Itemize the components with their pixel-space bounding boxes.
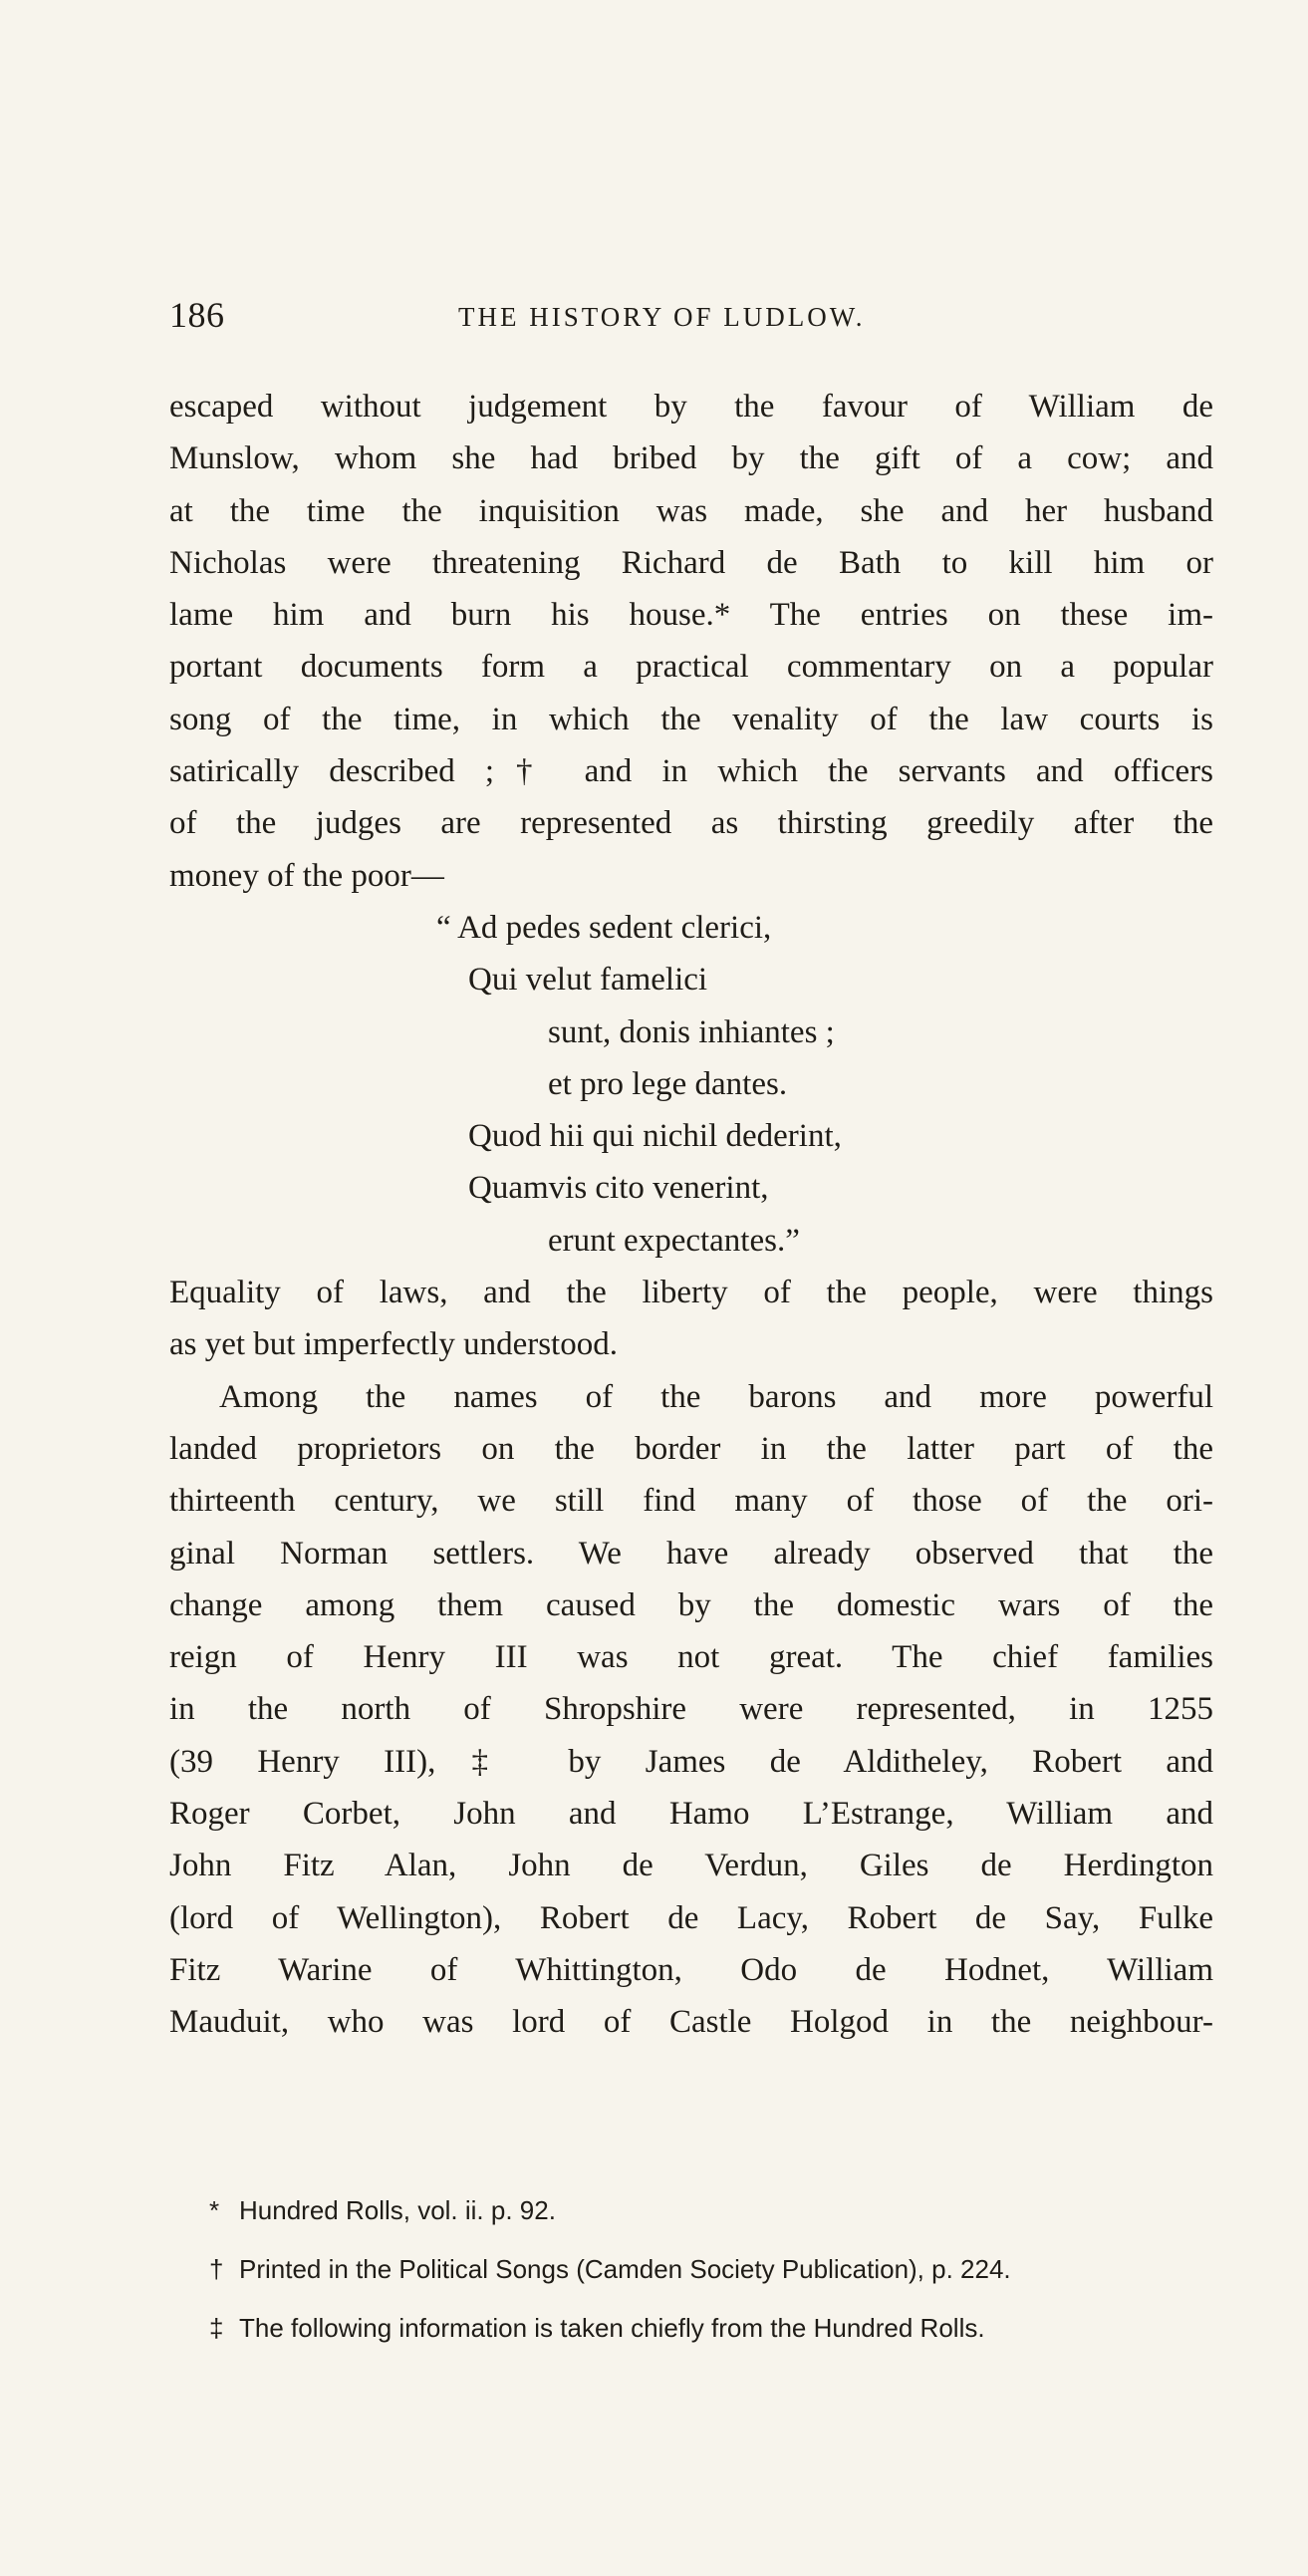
verse-line: sunt, donis inhiantes ; xyxy=(548,1013,835,1050)
running-title: THE HISTORY OF LUDLOW. xyxy=(458,302,866,332)
text-line: as yet but imperfectly understood. xyxy=(169,1326,618,1363)
paragraph-3 xyxy=(169,1371,1213,2049)
text-line: lame him and burn his house.* The entries on these im- xyxy=(169,597,1213,634)
footnote xyxy=(209,2308,1215,2367)
text-line: satirically described ;† and in which the servants and officers xyxy=(169,753,1213,790)
text-line: reign of Henry III was not great. The chief families xyxy=(169,1639,1213,1676)
verse-line: Quod hii qui nichil dederint, xyxy=(468,1118,842,1155)
text-line: thirteenth century, we still find many of those of the ori- xyxy=(169,1483,1213,1520)
text-line: Fitz Warine of Whittington, Odo de Hodnet, William xyxy=(169,1951,1213,1988)
text-line: escaped without judgement by the favour of William de xyxy=(169,389,1213,425)
text-line: in the north of Shropshire were represented, in 1255 xyxy=(169,1691,1213,1728)
footnote-mark: * xyxy=(209,2195,220,2225)
text-line: of the judges are represented as thirsting greedily after the xyxy=(169,805,1213,842)
text-line: Equality of laws, and the liberty of the people, were things xyxy=(169,1275,1213,1311)
verse-line: Qui velut famelici xyxy=(468,962,708,999)
footnote-text: Hundred Rolls, vol. ii. p. 92. xyxy=(239,2195,556,2225)
page-number: 186 xyxy=(169,295,225,335)
text-line: song of the time, in which the venality of the law courts is xyxy=(169,701,1213,737)
text-line: money of the poor— xyxy=(169,857,444,894)
text-line: (lord of Wellington), Robert de Lacy, Robert de Say, Fulke xyxy=(169,1899,1213,1936)
footnote-mark: † xyxy=(209,2254,224,2284)
footnote-mark: ‡ xyxy=(209,2313,224,2343)
text-line: change among them caused by the domestic wars of the xyxy=(169,1586,1213,1623)
footnote-text: Printed in the Political Songs (Camden Society Publication), p. 224. xyxy=(239,2254,1011,2284)
text-line: ginal Norman settlers. We have already observed that the xyxy=(169,1535,1213,1572)
verse-line: erunt expectantes.” xyxy=(548,1222,800,1259)
paragraph-1 xyxy=(169,381,1213,902)
text-line: portant documents form a practical commentary on a popular xyxy=(169,649,1213,686)
page-header xyxy=(169,294,1106,344)
text-line: (39 Henry III),‡ by James de Alditheley, Robert and xyxy=(169,1743,1213,1780)
footnote xyxy=(209,2190,1215,2249)
verse-quote xyxy=(169,902,1213,1267)
text-line: John Fitz Alan, John de Verdun, Giles de Herdington xyxy=(169,1848,1213,1884)
body-text xyxy=(169,381,1213,2049)
verse-line: Quamvis cito venerint, xyxy=(468,1170,769,1207)
verse-line: “ Ad pedes sedent clerici, xyxy=(436,909,772,946)
text-line: Among the names of the barons and more powerful xyxy=(219,1378,1213,1415)
text-line: Roger Corbet, John and Hamo L’Estrange, William and xyxy=(169,1796,1213,1833)
footnote-text: The following information is taken chiefly from the Hundred Rolls. xyxy=(239,2313,985,2343)
verse-line: et pro lege dantes. xyxy=(548,1065,788,1102)
footnotes xyxy=(209,2190,1215,2367)
footnote xyxy=(209,2249,1215,2308)
text-line: Nicholas were threatening Richard de Bath to kill him or xyxy=(169,544,1213,581)
text-line: Munslow, whom she had bribed by the gift of a cow; and xyxy=(169,440,1213,477)
text-line: landed proprietors on the border in the latter part of the xyxy=(169,1430,1213,1467)
text-line: Mauduit, who was lord of Castle Holgod in the neighbour- xyxy=(169,2004,1213,2041)
paragraph-2 xyxy=(169,1267,1213,1371)
text-line: at the time the inquisition was made, she and her husband xyxy=(169,492,1213,529)
